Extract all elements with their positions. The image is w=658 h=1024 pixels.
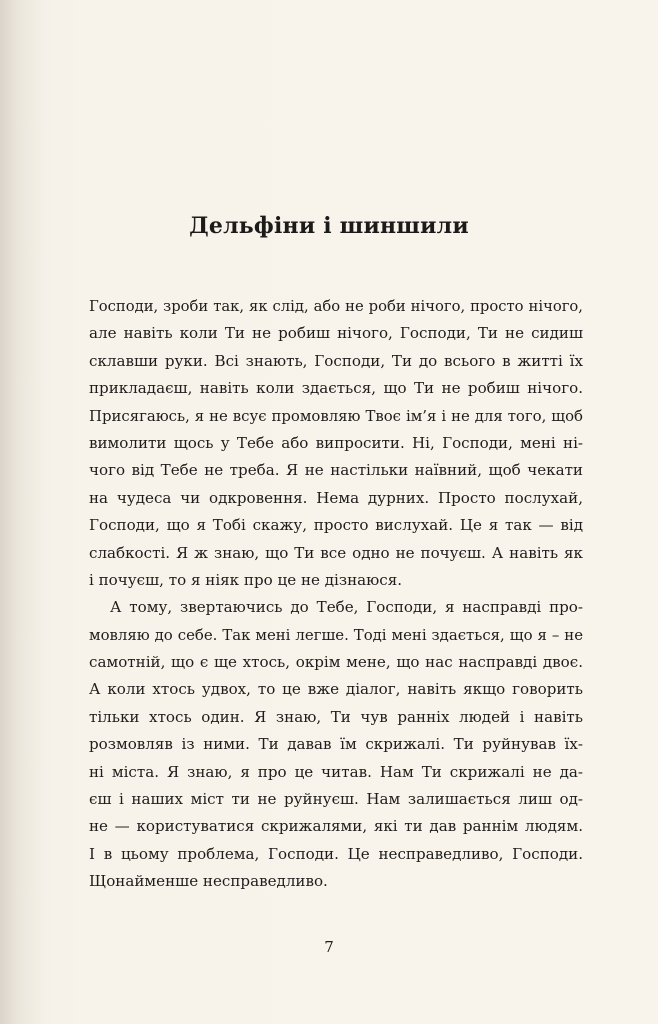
text-line: Господи, що я Тобі скажу, просто вислухай. Це я так — від bbox=[89, 516, 583, 535]
text-line: І в цьому проблема, Господи. Це несправедливо, Господи. bbox=[89, 844, 583, 863]
text-line: Щонайменше несправедливо. bbox=[89, 872, 328, 891]
text-line: чого від Тебе не треба. Я не настільки наївний, щоб чекати bbox=[89, 461, 583, 480]
text-line: А тому, звертаючись до Тебе, Господи, я насправді про- bbox=[110, 598, 583, 617]
paragraph-2 bbox=[89, 594, 583, 895]
page-number: 7 bbox=[324, 938, 334, 956]
paragraph-1 bbox=[89, 293, 583, 594]
text-line: слабкості. Я ж знаю, що Ти все одно не почуєш. А навіть як bbox=[89, 543, 583, 562]
text-line: не — користуватися скрижалями, які ти дав раннім людям. bbox=[89, 817, 583, 836]
text-line: А коли хтось удвох, то це вже діалог, навіть якщо говорить bbox=[89, 680, 583, 699]
text-line: і почуєш, то я ніяк про це не дізнаюся. bbox=[89, 570, 403, 589]
text-line: прикладаєш, навіть коли здається, що Ти не робиш нічого. bbox=[89, 379, 583, 398]
body-text bbox=[89, 293, 583, 896]
text-line: склавши руки. Всі знають, Господи, Ти до всього в житті їх bbox=[89, 351, 583, 370]
text-line: вимолити щось у Тебе або випросити. Ні, Господи, мені ні- bbox=[89, 433, 583, 452]
text-line: мовляю до себе. Так мені легше. Тоді мені здається, що я – не bbox=[89, 625, 583, 644]
text-line: розмовляв із ними. Ти давав їм скрижалі. Ти руйнував їх- bbox=[89, 735, 583, 754]
text-line: самотній, що є ще хтось, окрім мене, що нас насправді двоє. bbox=[89, 653, 583, 672]
text-line: єш і наших міст ти не руйнуєш. Нам залишається лиш од- bbox=[89, 790, 583, 809]
text-line: на чудеса чи одкровення. Нема дурних. Просто послухай, bbox=[89, 488, 583, 507]
text-line: Присягаюсь, я не всує промовляю Твоє ім’я і не для того, щоб bbox=[89, 406, 583, 425]
text-line: ні міста. Я знаю, я про це читав. Нам Ти скрижалі не да- bbox=[89, 762, 583, 781]
text-line: тільки хтось один. Я знаю, Ти чув ранніх людей і навіть bbox=[89, 707, 583, 726]
text-line: Господи, зроби так, як слід, або не роби нічого, просто нічого, bbox=[89, 298, 583, 315]
chapter-title: Дельфіни і шиншили bbox=[189, 213, 469, 239]
text-line: але навіть коли Ти не робиш нічого, Господи, Ти не сидиш bbox=[89, 324, 583, 343]
